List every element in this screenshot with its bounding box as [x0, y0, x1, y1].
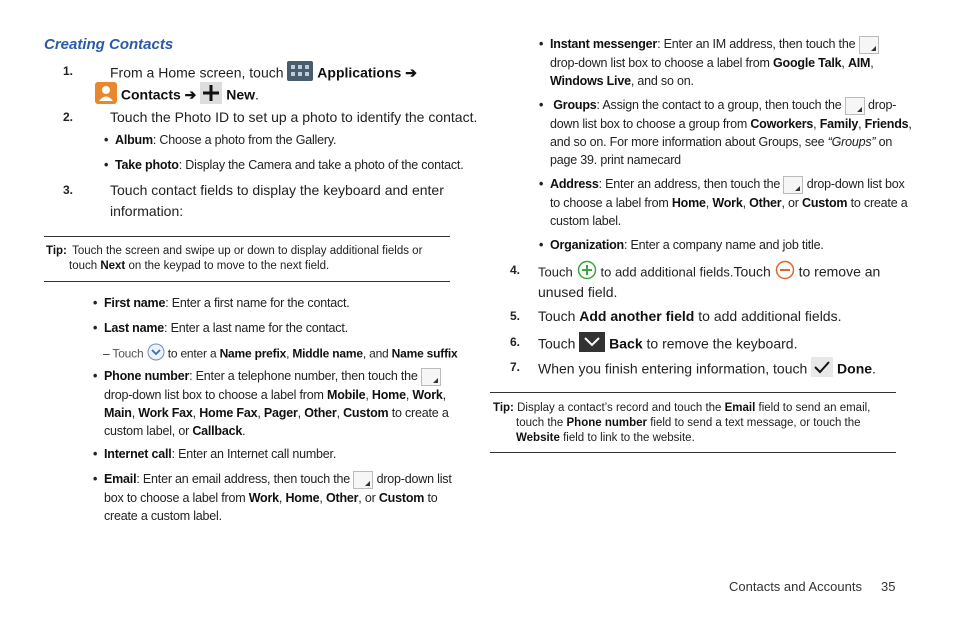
- text-run: , or: [781, 195, 803, 210]
- text-run: Contacts ➔: [120, 86, 197, 103]
- text-run: Friends: [864, 116, 909, 131]
- text-run: Touch: [733, 263, 771, 280]
- tip-rule-top: [490, 392, 896, 393]
- text-run: Email: [104, 472, 137, 486]
- text-run: Touch contact fields to display the keyboard and enter: [110, 182, 444, 198]
- text-run: : Display the Camera and take a photo of the contact.: [178, 158, 464, 172]
- text-run: AIM: [847, 55, 871, 70]
- text-run: Custom: [343, 405, 389, 420]
- text-run: Touch: [112, 346, 144, 361]
- text-run: touch: [69, 260, 101, 272]
- text-run: Add another field: [579, 308, 695, 324]
- text-run: Phone number: [566, 417, 648, 429]
- text-run: From a Home screen, touch: [110, 64, 284, 81]
- text-run: Name prefix: [219, 346, 287, 361]
- text-run: down list box to choose a group from: [550, 116, 751, 131]
- text-run: , and: [362, 346, 392, 361]
- text-run: Touch: [538, 264, 573, 280]
- text-run: Applications ➔: [317, 64, 417, 81]
- text-run: , and so on.: [630, 73, 694, 88]
- text-run: Organization: [550, 238, 624, 252]
- dropdown-icon[interactable]: [421, 368, 441, 386]
- text-run: on the keypad to move to the next field.: [125, 260, 330, 272]
- text-run: Email: [724, 402, 756, 414]
- text-run: : Enter an Internet call number.: [171, 447, 337, 461]
- tip-box: [493, 401, 896, 446]
- text-run: to choose a label from: [550, 195, 672, 210]
- step-number: 2.: [63, 110, 74, 124]
- plus-icon: [200, 82, 222, 110]
- dropdown-icon[interactable]: [783, 176, 803, 194]
- text-run: : Assign the contact to a group, then touch the: [596, 98, 842, 112]
- text-run: to enter a: [167, 346, 217, 361]
- text-run: : Enter a last name for the contact.: [164, 321, 348, 335]
- text-run: Pager: [263, 405, 298, 420]
- text-run: Google Talk: [772, 55, 842, 70]
- text-run: to add additional fields.: [600, 264, 734, 280]
- tip-rule-top: [44, 236, 450, 237]
- text-run: .: [242, 423, 246, 438]
- text-run: 7.: [510, 360, 521, 374]
- text-run: –: [103, 346, 110, 361]
- text-run: Custom: [378, 490, 425, 505]
- tip-label: Tip:: [46, 245, 67, 257]
- text-run: Groups: [553, 98, 597, 112]
- text-run: When you finish entering information, touch: [538, 360, 808, 377]
- text-run: touch the: [516, 417, 567, 429]
- text-run: Coworkers: [750, 116, 814, 131]
- step-text-line2: [95, 82, 259, 110]
- section-heading: Creating Contacts: [44, 36, 174, 53]
- text-run: .: [872, 360, 876, 377]
- text-run: Home: [371, 387, 406, 402]
- text-run: Main: [104, 405, 132, 420]
- text-run: : Enter an address, then touch the: [598, 177, 781, 191]
- text-run: Callback: [192, 423, 243, 438]
- text-run: .: [255, 86, 259, 103]
- step-text: Touch the Photo ID to set up a photo to identify the contact.: [110, 109, 478, 125]
- text-run: Last name: [104, 321, 165, 335]
- text-run: to remove the keyboard.: [642, 335, 798, 352]
- text-run: Internet call: [104, 447, 172, 461]
- text-run: : Enter an email address, then touch the: [136, 472, 351, 486]
- text-run: to create a: [388, 405, 449, 420]
- text-run: create a custom label.: [104, 508, 222, 523]
- text-run: Display a contact’s record and touch the: [517, 402, 725, 414]
- text-run: Name suffix: [391, 346, 458, 361]
- text-run: on: [875, 134, 893, 149]
- text-run: drop-down list box: [806, 177, 905, 191]
- keyboard-back-icon[interactable]: [579, 332, 605, 358]
- text-run: Tip:: [493, 402, 514, 414]
- text-run: Other: [749, 195, 782, 210]
- dropdown-icon[interactable]: [859, 36, 879, 54]
- text-run: unused field.: [538, 284, 618, 300]
- step-number: 3.: [63, 183, 74, 197]
- text-run: Work: [248, 490, 279, 505]
- text-run: drop-down list box to choose a label from: [104, 387, 327, 402]
- text-run: page 39. print namecard: [550, 152, 681, 167]
- text-run: “Groups”: [827, 134, 876, 149]
- text-run: ,: [286, 346, 293, 361]
- dropdown-icon[interactable]: [353, 471, 373, 489]
- text-run: : Enter a first name for the contact.: [165, 296, 350, 310]
- step-4: [510, 260, 900, 304]
- text-run: Home: [671, 195, 706, 210]
- text-run: : Enter a telephone number, then touch the: [189, 369, 418, 383]
- text-run: Album: [115, 133, 153, 147]
- text-run: Touch: [538, 335, 576, 352]
- text-run: drop-down list box to choose a label from: [550, 55, 773, 70]
- text-run: : Enter an IM address, then touch the: [657, 37, 856, 51]
- text-run: : Choose a photo from the Gallery.: [152, 133, 337, 147]
- step-1: [63, 61, 453, 107]
- text-run: to remove an: [798, 263, 881, 280]
- text-run: Touch: [538, 308, 580, 324]
- text-run: Home Fax: [199, 405, 258, 420]
- text-run: Phone number: [104, 369, 190, 383]
- text-run: Mobile: [326, 387, 366, 402]
- text-run: Instant messenger: [550, 37, 658, 51]
- text-run: 4.: [510, 263, 521, 277]
- text-run: Done: [837, 360, 873, 377]
- text-run: Windows Live: [550, 73, 631, 88]
- text-run: field to link to the website.: [559, 432, 695, 444]
- text-run: to: [424, 490, 438, 505]
- text-run: to add additional fields.: [694, 308, 842, 324]
- text-run: New: [226, 86, 255, 103]
- text-run: custom label.: [550, 213, 622, 228]
- text-run: drop-down list: [376, 472, 452, 486]
- step-3: [63, 180, 463, 224]
- text-run: box to choose a label from: [104, 490, 249, 505]
- text-run: Back: [609, 335, 643, 352]
- tip-box: [46, 244, 450, 274]
- dropdown-icon[interactable]: [845, 97, 865, 115]
- text-run: Other: [304, 405, 337, 420]
- text-run: field to send a text message, or touch the: [647, 417, 861, 429]
- text-run: Work: [712, 195, 743, 210]
- text-run: : Enter a company name and job title.: [624, 238, 824, 252]
- text-run: Touch the screen and swipe up or down to display additional fields or: [72, 245, 423, 257]
- page-number: 35: [881, 579, 896, 594]
- text-run: to create a: [847, 195, 908, 210]
- footer-section: Contacts and Accounts: [729, 579, 862, 594]
- text-run: Family: [819, 116, 859, 131]
- text-run: 6.: [510, 335, 521, 349]
- apps-grid-icon: [287, 61, 313, 87]
- text-run: Work Fax: [138, 405, 193, 420]
- remove-field-icon[interactable]: [775, 260, 795, 286]
- text-run: information:: [110, 203, 184, 219]
- contacts-app-icon: [95, 82, 117, 110]
- text-run: Other: [325, 490, 359, 505]
- text-run: 5.: [510, 309, 521, 323]
- tip-rule-bottom: [490, 452, 896, 453]
- checkmark-icon[interactable]: [811, 357, 833, 383]
- text-run: Website: [516, 432, 560, 444]
- sub-note-name-parts: [103, 343, 463, 366]
- tip-rule-bottom: [44, 281, 450, 282]
- step-number: 1.: [63, 64, 74, 78]
- text-run: Next: [100, 260, 126, 272]
- text-run: Address: [550, 177, 599, 191]
- text-run: , or: [358, 490, 379, 505]
- text-run: Custom: [802, 195, 848, 210]
- text-run: Middle name: [292, 346, 363, 361]
- text-run: drop-: [868, 98, 897, 112]
- chevron-down-icon[interactable]: [147, 343, 165, 366]
- text-run: and so on. For more information about Groups, see: [550, 134, 828, 149]
- text-run: custom label, or: [104, 423, 193, 438]
- text-run: First name: [104, 296, 166, 310]
- text-run: field to send an email,: [755, 402, 871, 414]
- text-run: Home: [285, 490, 320, 505]
- text-run: Work: [412, 387, 443, 402]
- text-run: Take photo: [115, 158, 179, 172]
